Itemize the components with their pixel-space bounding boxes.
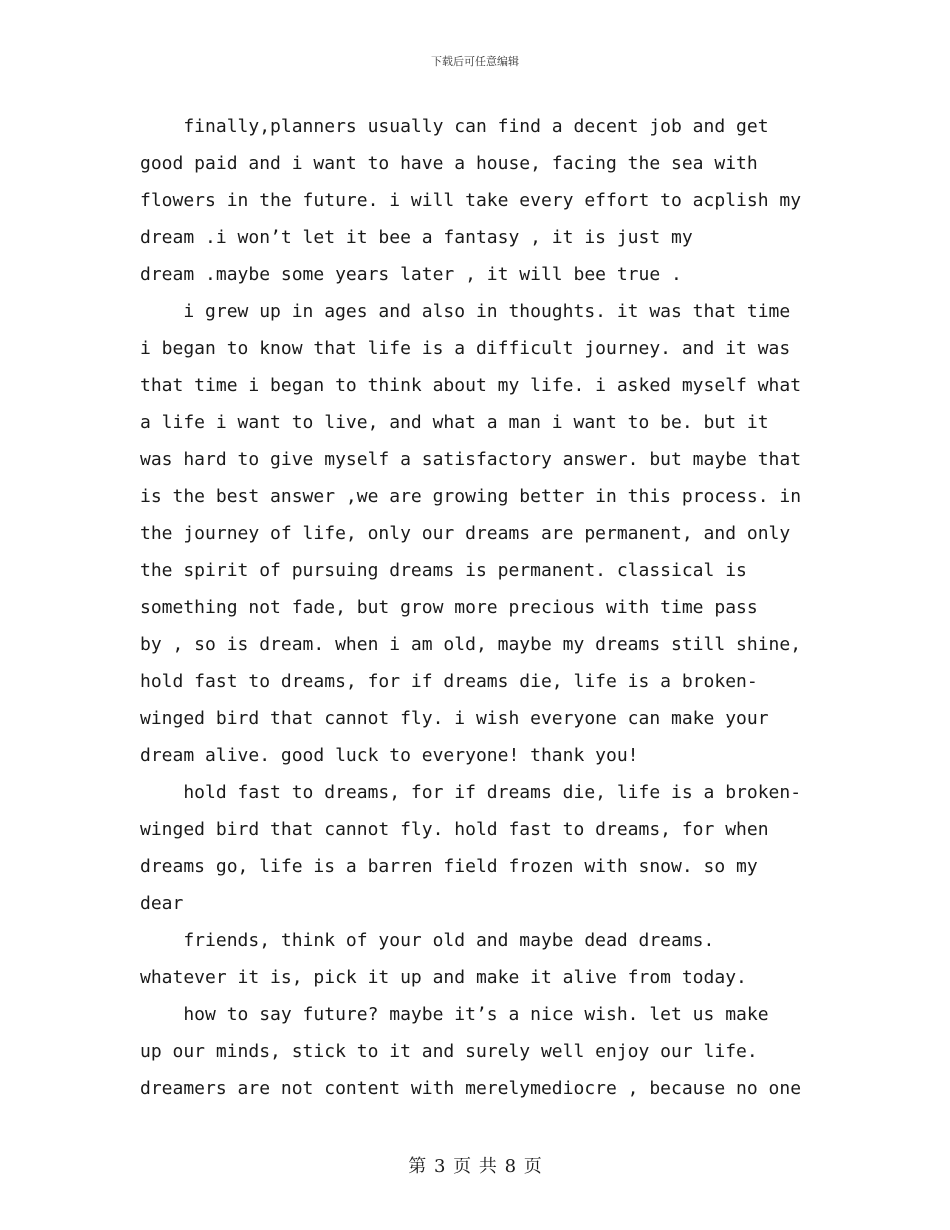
text-line: the journey of life, only our dreams are permanent, and only <box>140 523 791 544</box>
text-line: the spirit of pursuing dreams is permanent. classical is <box>140 560 747 581</box>
text-line: dream .maybe some years later , it will bee true . <box>140 264 682 285</box>
text-line: friends, think of your old and maybe dead dreams. <box>140 930 715 951</box>
text-line: dreams go, life is a barren field frozen with snow. so my <box>140 856 758 877</box>
text-line: good paid and i want to have a house, facing the sea with <box>140 153 758 174</box>
page-footer <box>0 1152 950 1178</box>
header-text: 下载后可任意编辑 <box>431 55 519 68</box>
text-line: hold fast to dreams, for if dreams die, life is a broken- <box>140 671 758 692</box>
text-line: i grew up in ages and also in thoughts. it was that time <box>140 301 791 322</box>
text-line: flowers in the future. i will take every effort to acplish my <box>140 190 802 211</box>
text-line: i began to know that life is a difficult journey. and it was <box>140 338 791 359</box>
text-line: that time i began to think about my life. i asked myself what <box>140 375 802 396</box>
page-number: 第 3 页 共 8 页 <box>408 1156 542 1177</box>
text-line: a life i want to live, and what a man i want to be. but it <box>140 412 769 433</box>
text-line: up our minds, stick to it and surely well enjoy our life. <box>140 1041 758 1062</box>
text-line: was hard to give myself a satisfactory answer. but maybe that <box>140 449 802 470</box>
text-line: is the best answer ,we are growing better in this process. in <box>140 486 802 507</box>
text-line: winged bird that cannot fly. i wish everyone can make your <box>140 708 769 729</box>
text-line: by , so is dream. when i am old, maybe my dreams still shine, <box>140 634 802 655</box>
text-line: dear <box>140 893 184 914</box>
text-line: something not fade, but grow more precious with time pass <box>140 597 758 618</box>
text-line: dream alive. good luck to everyone! thank you! <box>140 745 639 766</box>
page-header <box>0 53 950 69</box>
text-line: winged bird that cannot fly. hold fast to dreams, for when <box>140 819 769 840</box>
text-line: whatever it is, pick it up and make it alive from today. <box>140 967 747 988</box>
document-body <box>140 108 812 1107</box>
text-line: how to say future? maybe it’s a nice wish. let us make <box>140 1004 769 1025</box>
text-line: dream .i won’t let it bee a fantasy , it is just my <box>140 227 693 248</box>
text-line: hold fast to dreams, for if dreams die, life is a broken- <box>140 782 802 803</box>
text-line: dreamers are not content with merelymediocre , because no one <box>140 1078 802 1099</box>
text-line: finally,planners usually can find a decent job and get <box>140 116 769 137</box>
